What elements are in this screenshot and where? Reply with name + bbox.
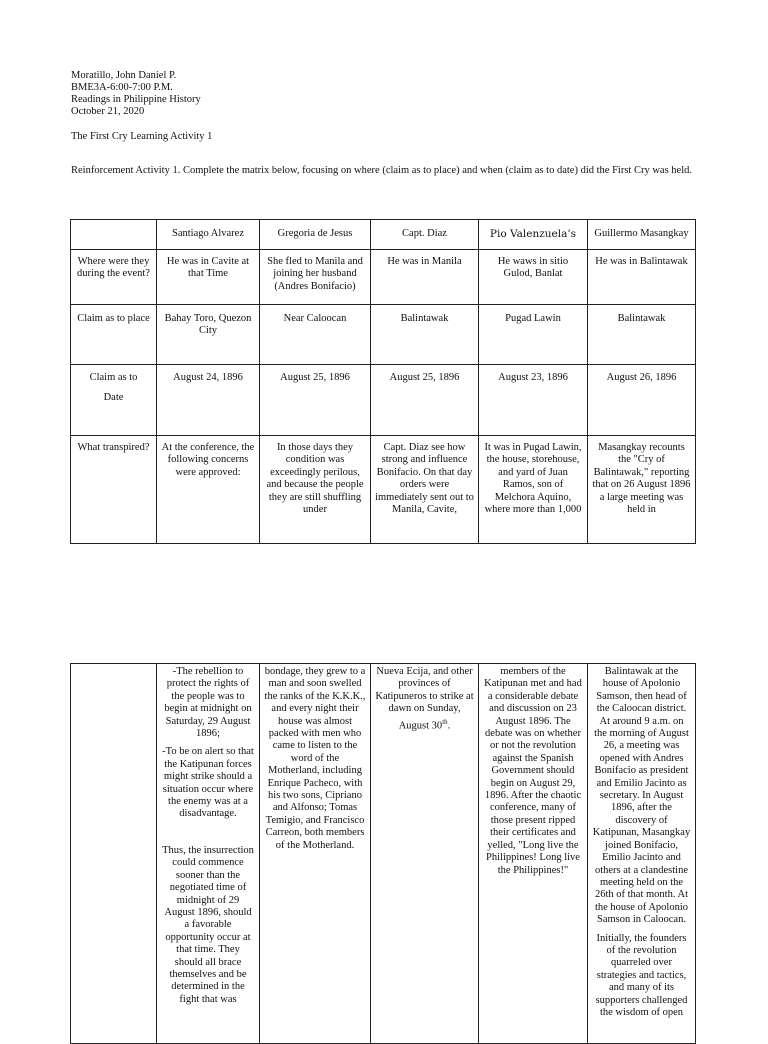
instructions-paragraph: Reinforcement Activity 1. Complete the matrix below, focusing on where (claim as to place) and when (claim as to date) did the First Cry was held. — [71, 165, 692, 176]
cont-alvarez-p1: -The rebellion to protect the rights of the people was to begin at midnight on Saturday, 29 August 1896; — [164, 666, 252, 740]
header-gregoria-de-jesus: Gregoria de Jesus — [260, 220, 371, 250]
cell-date-masangkay: August 26, 1896 — [588, 365, 696, 436]
cont-masangkay — [588, 664, 696, 1044]
cont-diaz — [371, 664, 479, 1044]
header-capt-diaz: Capt. Diaz — [371, 220, 479, 250]
cell-transpired-diaz — [371, 436, 479, 544]
row-label-date-line1: Claim as to — [89, 372, 138, 383]
cell-transpired-de-jesus — [260, 436, 371, 544]
course-name: Readings in Philippine History — [71, 94, 201, 105]
cont-masangkay-p2: Initially, the founders of the revolution quarreled over strategies and tactics, and many of its supporters challenged the wisdom of open — [595, 932, 688, 1018]
cell-transpired-valenzuela — [479, 436, 588, 544]
header-guillermo-masangkay: Guillermo Masangkay — [588, 220, 696, 250]
cell-transpired-valenzuela-text: It was in Pugad Lawin, the house, storehouse, and yard of Juan Ramos, son of Melchora Aquino, where more than 1,000 — [484, 442, 582, 516]
row-label-date — [71, 365, 157, 436]
cont-diaz-sup: th — [442, 717, 448, 726]
cell-date-valenzuela: August 23, 1896 — [479, 365, 588, 436]
cell-where-alvarez: He was in Cavite at that Time — [157, 250, 260, 305]
cell-place-diaz: Balintawak — [371, 305, 479, 365]
matrix-continuation — [70, 663, 696, 1044]
cell-where-valenzuela: He waws in sitio Gulod, Banlat — [479, 250, 588, 305]
cell-place-alvarez: Bahay Toro, Quezon City — [157, 305, 260, 365]
cell-where-masangkay: He was in Balintawak — [588, 250, 696, 305]
student-name: Moratillo, John Daniel P. — [71, 70, 177, 81]
cont-de-jesus-text: bondage, they grew to a man and soon swelled the ranks of the K.K.K., and every night their house was almost packed with men who came to listen to the word of the Motherland, including Enrique Pacheco, with his two sons, Cipriano and Alfonso; Tomas Temigio, and Francisco Carreon, both members of the Motherland. — [264, 666, 366, 851]
row-label-date-line2: Date — [103, 392, 124, 404]
row-where — [71, 250, 696, 305]
cont-label-empty — [71, 664, 157, 1044]
row-label-transpired: What transpired? — [71, 436, 157, 544]
cont-de-jesus — [260, 664, 371, 1044]
cell-date-diaz: August 25, 1896 — [371, 365, 479, 436]
document-date: October 21, 2020 — [71, 106, 145, 117]
first-cry-matrix — [70, 219, 696, 544]
continuation-row — [71, 664, 696, 1044]
cell-where-diaz: He was in Manila — [371, 250, 479, 305]
row-transpired — [71, 436, 696, 544]
row-date — [71, 365, 696, 436]
cont-diaz-end: . — [447, 720, 451, 732]
header-santiago-alvarez: Santiago Alvarez — [157, 220, 260, 250]
cell-where-de-jesus: She fled to Manila and joining her husband (Andres Bonifacio) — [260, 250, 371, 305]
cell-transpired-masangkay — [588, 436, 696, 544]
class-section: BME3A-6:00-7:00 P.M. — [71, 82, 173, 93]
cell-date-alvarez: August 24, 1896 — [157, 365, 260, 436]
row-label-where: Where were they during the event? — [71, 250, 157, 305]
cont-valenzuela — [479, 664, 588, 1044]
cont-alvarez-p2: -To be on alert so that the Katipunan forces might strike should a situation occur where the enemy was at a disadvantage. — [162, 746, 254, 820]
cell-date-de-jesus: August 25, 1896 — [260, 365, 371, 436]
cell-place-valenzuela: Pugad Lawin — [479, 305, 588, 365]
cell-transpired-diaz-text: Capt. Diaz see how strong and influence Bonifacio. On that day orders were immediately sent out to Manila, Cavite, — [375, 442, 474, 516]
cell-place-masangkay: Balintawak — [588, 305, 696, 365]
cell-transpired-de-jesus-text: In those days they condition was exceedingly perilous, and because the people they are still shuffling under — [266, 442, 364, 516]
cont-diaz-text: Nueva Ecija, and other provinces of Katipuneros to strike at dawn on Sunday, August 30 — [375, 666, 474, 732]
cont-masangkay-p1: Balintawak at the house of Apolonio Samson, then head of the Caloocan district. At around 9 a.m. on the morning of August 26, a meeting was opened with Andres Bonifacio as president and Emilio Jacinto as secretary. In August 1896, after the discovery of Katipunan, Masangkay joined Bonifacio, Emilio Jacinto and others at a clandestine meeting held on the 26th of that month. At the house of Apolonio Samson in Caloocan. — [592, 666, 691, 926]
header-row — [71, 220, 696, 250]
row-place — [71, 305, 696, 365]
header-pio-valenzuela: Pio Valenzuela’s — [479, 220, 588, 250]
cont-alvarez — [157, 664, 260, 1044]
header-cell-empty — [71, 220, 157, 250]
cont-valenzuela-text: members of the Katipunan met and had a considerable debate and discussion on 23 August 1896. The debate was on whether or not the revolution against the Spanish Government should begin on August 29, 1896. After the chaotic conference, many of those present ripped their certificates and yelled, "Long live the Philippines! Long live the Philippines!" — [484, 666, 582, 876]
cell-transpired-alvarez-text: At the conference, the following concerns were approved: — [161, 442, 255, 478]
row-label-place: Claim as to place — [71, 305, 157, 365]
activity-title: The First Cry Learning Activity 1 — [71, 131, 213, 142]
cell-transpired-masangkay-text: Masangkay recounts the "Cry of Balintawak," reporting that on 26 August 1896 a large meeting was held in — [592, 442, 691, 516]
cell-place-de-jesus: Near Caloocan — [260, 305, 371, 365]
cell-transpired-alvarez — [157, 436, 260, 544]
cont-alvarez-p3: Thus, the insurrection could commence sooner than the negotiated time of midnight of 29 August 1896, should a favorable opportunity occur at that time. They should all brace themselves and be determined in the fight that was — [162, 844, 254, 1005]
